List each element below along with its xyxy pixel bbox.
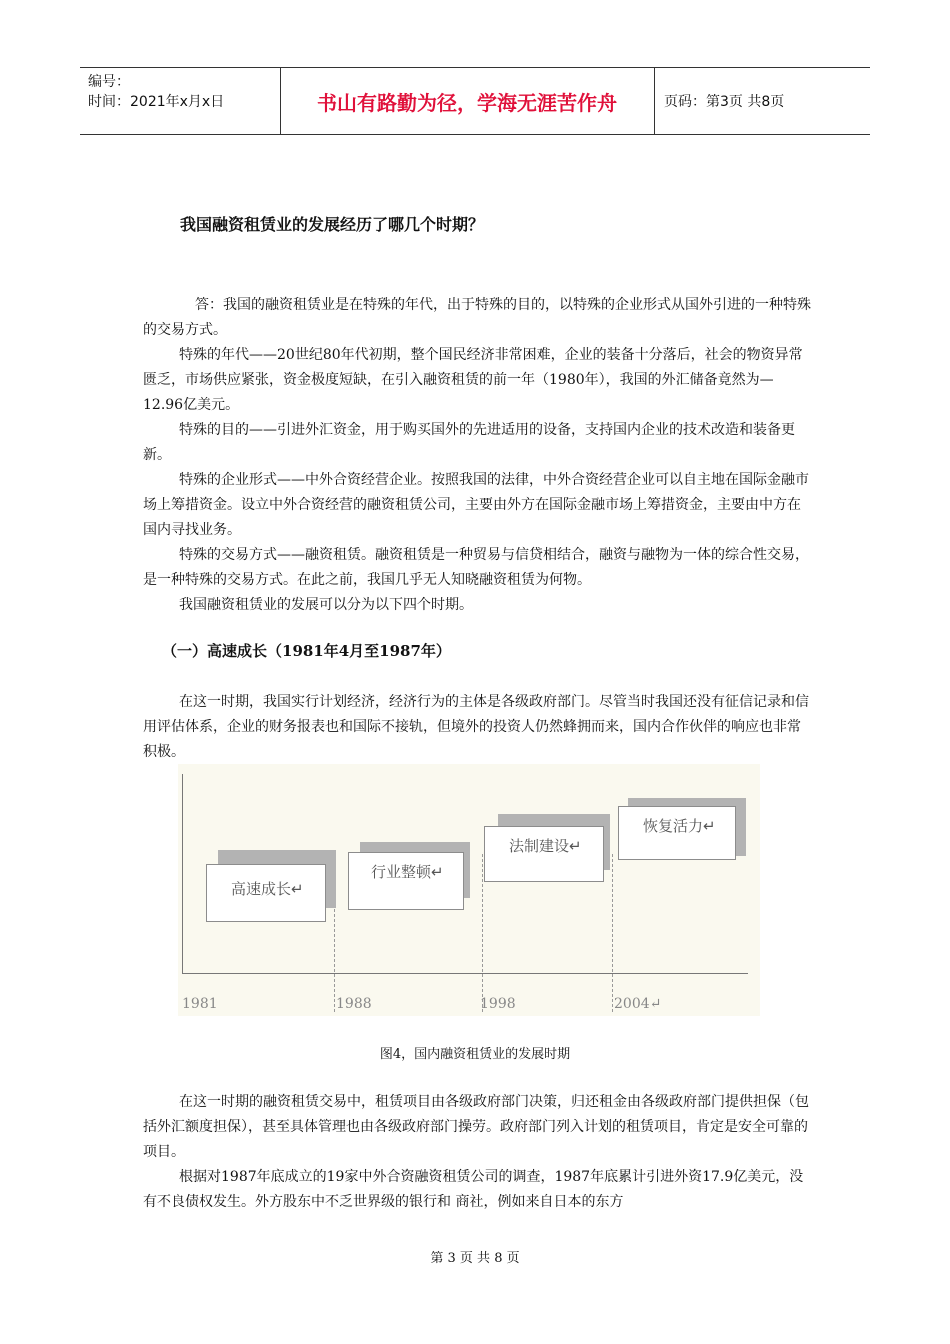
figure-axis-vertical <box>182 774 183 974</box>
period-box-1 <box>206 864 326 922</box>
header-page-info: 页码：第3页 共8页 <box>664 94 785 110</box>
paragraph: 特殊的交易方式——融资租赁。融资租赁是一种贸易与信贷相结合，融资与融物为一体的综合性交易，是一种特殊的交易方式。在此之前，我国几乎无人知晓融资租赁为何物。 <box>143 547 809 588</box>
header-divider <box>654 68 655 134</box>
period-box-2 <box>348 852 464 910</box>
paragraph: 我国融资租赁业的发展可以分为以下四个时期。 <box>179 597 473 613</box>
figure-caption: 图4，国内融资租赁业的发展时期 <box>379 1047 571 1062</box>
paragraph: 在这一时期，我国实行计划经济，经济行为的主体是各级政府部门。尽管当时我国还没有征信记录和信用评估体系，企业的财务报表也和国际不接轨，但境外的投资人仍然蜂拥而来，国内合作伙伴的响应也非常积极。 <box>143 694 809 760</box>
time-label: 时间：2021年x月x日 <box>88 94 225 110</box>
page-title: 我国融资租赁业的发展经历了哪几个时期？ <box>180 215 485 234</box>
period-label: 高速成长↵ <box>231 880 304 898</box>
period-label: 恢复活力↵ <box>643 817 716 835</box>
paragraph: 特殊的企业形式——中外合资经营企业。按照我国的法律，中外合资经营企业可以自主地在国际金融市场上筹措资金。设立中外合资经营的融资租赁公司，主要由外方在国际金融市场上筹措资金，主要由中方在国内寻找业务。 <box>143 472 809 538</box>
period-box-3 <box>484 826 604 882</box>
header-motto: 书山有路勤为径，学海无涯苦作舟 <box>317 90 617 115</box>
year-label: 1981 <box>182 996 218 1012</box>
number-label: 编号： <box>88 74 130 90</box>
timeline-figure <box>178 764 760 1016</box>
year-label: 1988 <box>336 996 372 1012</box>
period-divider <box>612 854 613 1012</box>
header-meta <box>88 72 278 112</box>
paragraph: 在这一时期的融资租赁交易中，租赁项目由各级政府部门决策，归还租金由各级政府部门提供担保（包括外汇额度担保），甚至具体管理也由各级政府部门操劳。政府部门列入计划的租赁项目，肯定是安全可靠的项目。 <box>143 1094 809 1160</box>
page-footer: 第 3 页 共 8 页 <box>430 1251 520 1266</box>
figure-axis-horizontal <box>182 973 748 974</box>
paragraph: 特殊的目的——引进外汇资金，用于购买国外的先进适用的设备，支持国内企业的技术改造和装备更新。 <box>143 422 795 463</box>
period-label: 法制建设↵ <box>509 837 582 855</box>
paragraph: 根据对1987年底成立的19家中外合资融资租赁公司的调查，1987年底累计引进外资17.9亿美元，没有不良债权发生。外方股东中不乏世界级的银行和 商社，例如来自日本的东方 <box>143 1169 804 1210</box>
period-divider <box>482 854 483 1012</box>
document-header <box>80 67 870 135</box>
period-box-4 <box>618 806 736 860</box>
paragraph: 特殊的年代——20世纪80年代初期，整个国民经济非常困难，企业的装备十分落后，社会的物资异常匮乏，市场供应紧张，资金极度短缺，在引入融资租赁的前一年（1980年），我国的外汇储备竟然为—12.96亿美元。 <box>143 347 803 413</box>
year-label: 2004↵ <box>614 996 662 1012</box>
section-heading: （一）高速成长（1981年4月至1987年） <box>162 642 451 660</box>
year-label: 1998 <box>480 996 516 1012</box>
paragraph: 答：我国的融资租赁业是在特殊的年代，出于特殊的目的，以特殊的企业形式从国外引进的一种特殊的交易方式。 <box>143 297 811 338</box>
period-label: 行业整顿↵ <box>371 863 444 881</box>
